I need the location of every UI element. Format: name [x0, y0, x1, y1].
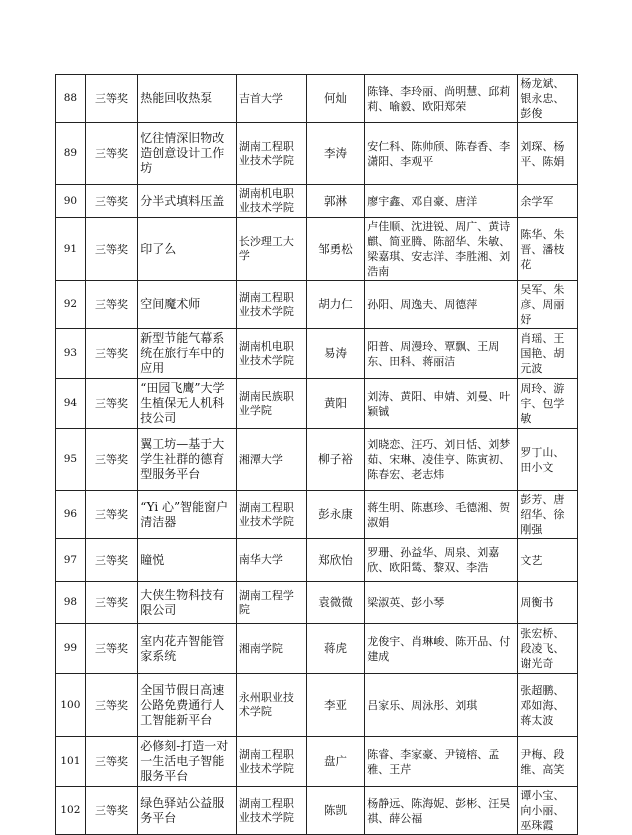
- award-level: 三等奖: [85, 329, 137, 379]
- school-name: 湖南工程职业技术学院: [236, 491, 306, 539]
- team-leader: 陈凯: [306, 787, 365, 835]
- row-number: 93: [56, 329, 86, 379]
- project-name: 空间魔术师: [138, 281, 237, 329]
- team-members: 罗珊、孙益华、周泉、刘嘉欣、欧阳鸶、黎双、李浩: [365, 539, 518, 582]
- award-level: 三等奖: [85, 185, 137, 218]
- school-name: 吉首大学: [236, 75, 306, 123]
- table-row: [56, 329, 578, 379]
- school-name: 湖南机电职业技术学院: [236, 185, 306, 218]
- team-members: 阳普、周漫玲、覃飘、王周东、田科、蒋丽洁: [365, 329, 518, 379]
- table-row: [56, 281, 578, 329]
- award-level: 三等奖: [85, 379, 137, 429]
- project-name: 瞳悦: [138, 539, 237, 582]
- school-name: 湖南工程学院: [236, 582, 306, 624]
- award-level: 三等奖: [85, 787, 137, 835]
- project-name: 新型节能气幕系统在旅行车中的应用: [138, 329, 237, 379]
- table-row: [56, 429, 578, 491]
- school-name: 湖南工程职业技术学院: [236, 737, 306, 787]
- project-name: 室内花卉智能管家系统: [138, 624, 237, 674]
- table-row: [56, 185, 578, 218]
- school-name: 湘潭大学: [236, 429, 306, 491]
- team-members: 梁淑英、彭小琴: [365, 582, 518, 624]
- row-number: 94: [56, 379, 86, 429]
- row-number: 98: [56, 582, 86, 624]
- team-leader: 易涛: [306, 329, 365, 379]
- table-row: [56, 218, 578, 281]
- award-level: 三等奖: [85, 491, 137, 539]
- team-leader: 黄阳: [306, 379, 365, 429]
- team-members: 廖宇鑫、邓自豪、唐洋: [365, 185, 518, 218]
- school-name: 湖南工程职业技术学院: [236, 787, 306, 835]
- team-leader: 蒋虎: [306, 624, 365, 674]
- school-name: 湖南工程职业技术学院: [236, 123, 306, 185]
- row-number: 95: [56, 429, 86, 491]
- row-number: 91: [56, 218, 86, 281]
- team-leader: 李亚: [306, 674, 365, 737]
- school-name: 永州职业技术学院: [236, 674, 306, 737]
- table-row: [56, 539, 578, 582]
- table-row: [56, 123, 578, 185]
- school-name: 湖南民族职业学院: [236, 379, 306, 429]
- table-row: [56, 624, 578, 674]
- team-leader: 邹勇松: [306, 218, 365, 281]
- team-members: 陈锋、李玲丽、尚明慧、邱莉莉、喻毅、欧阳郑荣: [365, 75, 518, 123]
- project-name: 忆往情深旧物改造创意设计工作坊: [138, 123, 237, 185]
- table-row: [56, 75, 578, 123]
- team-members: 陈睿、李家豪、尹镜榕、孟雅、王芹: [365, 737, 518, 787]
- team-members: 杨静远、陈海妮、彭彬、汪昊祺、薛公福: [365, 787, 518, 835]
- team-leader: 何灿: [306, 75, 365, 123]
- team-leader: 盘广: [306, 737, 365, 787]
- project-name: 必修刻-打造一对一生活电子智能服务平台: [138, 737, 237, 787]
- row-number: 88: [56, 75, 86, 123]
- row-number: 97: [56, 539, 86, 582]
- project-name: “Yi 心”智能窗户清洁器: [138, 491, 237, 539]
- advisors: 周玲、游宇、包学敏: [518, 379, 578, 429]
- award-level: 三等奖: [85, 123, 137, 185]
- table-row: [56, 674, 578, 737]
- award-level: 三等奖: [85, 75, 137, 123]
- award-level: 三等奖: [85, 624, 137, 674]
- table-row: [56, 491, 578, 539]
- row-number: 101: [56, 737, 86, 787]
- team-leader: 郑欣怡: [306, 539, 365, 582]
- advisors: 肖瑶、王国艳、胡元波: [518, 329, 578, 379]
- advisors: 罗丁山、田小文: [518, 429, 578, 491]
- team-members: 吕家乐、周泳彤、刘琪: [365, 674, 518, 737]
- team-members: 卢佳顺、沈进锐、周广、黄诗麒、简亚腾、陈韶华、朱敏、梁嘉琪、安志洋、李胜湘、刘浩南: [365, 218, 518, 281]
- project-name: “田园飞鹰”大学生植保无人机科技公司: [138, 379, 237, 429]
- award-table-page: [55, 74, 578, 835]
- award-level: 三等奖: [85, 737, 137, 787]
- team-members: 蒋生明、陈惠珍、毛德湘、贺淑娟: [365, 491, 518, 539]
- table-row: [56, 737, 578, 787]
- school-name: 湖南机电职业技术学院: [236, 329, 306, 379]
- advisors: 张超鹏、邓如海、蒋太波: [518, 674, 578, 737]
- team-leader: 袁微微: [306, 582, 365, 624]
- team-leader: 郭淋: [306, 185, 365, 218]
- row-number: 92: [56, 281, 86, 329]
- school-name: 湘南学院: [236, 624, 306, 674]
- advisors: 周衡书: [518, 582, 578, 624]
- row-number: 96: [56, 491, 86, 539]
- advisors: 吴军、朱彦、周丽妤: [518, 281, 578, 329]
- team-members: 刘晓恋、汪巧、刘日恬、刘梦茹、宋琳、凌佳亨、陈寅初、陈春宏、老志炜: [365, 429, 518, 491]
- team-members: 孙阳、周逸夫、周德萍: [365, 281, 518, 329]
- project-name: 大侠生物科技有限公司: [138, 582, 237, 624]
- advisors: 陈华、朱晋、潘枝花: [518, 218, 578, 281]
- table-row: [56, 379, 578, 429]
- team-members: 安仁科、陈帅颀、陈春香、李潇阳、李观平: [365, 123, 518, 185]
- advisors: 杨龙斌、银永忠、彭俊: [518, 75, 578, 123]
- advisors: 文艺: [518, 539, 578, 582]
- team-members: 龙俊宇、肖琳峻、陈开品、付建成: [365, 624, 518, 674]
- project-name: 翼工坊—基于大学生社群的德育型服务平台: [138, 429, 237, 491]
- team-leader: 柳子裕: [306, 429, 365, 491]
- project-name: 分半式填料压盖: [138, 185, 237, 218]
- advisors: 刘琛、杨平、陈娟: [518, 123, 578, 185]
- row-number: 99: [56, 624, 86, 674]
- award-table-body: [56, 75, 578, 835]
- advisors: 谭小宝、向小丽、巫珠霞: [518, 787, 578, 835]
- project-name: 全国节假日高速公路免费通行人工智能新平台: [138, 674, 237, 737]
- advisors: 余学军: [518, 185, 578, 218]
- project-name: 绿色驿站公益服务平台: [138, 787, 237, 835]
- advisors: 彭芳、唐绍华、徐刚强: [518, 491, 578, 539]
- school-name: 南华大学: [236, 539, 306, 582]
- table-row: [56, 787, 578, 835]
- project-name: 热能回收热泵: [138, 75, 237, 123]
- award-level: 三等奖: [85, 218, 137, 281]
- award-level: 三等奖: [85, 281, 137, 329]
- school-name: 湖南工程职业技术学院: [236, 281, 306, 329]
- row-number: 100: [56, 674, 86, 737]
- project-name: 印了么: [138, 218, 237, 281]
- award-level: 三等奖: [85, 582, 137, 624]
- team-leader: 彭永康: [306, 491, 365, 539]
- advisors: 尹梅、段维、高笑: [518, 737, 578, 787]
- table-row: [56, 582, 578, 624]
- advisors: 张宏桥、段凌飞、谢光奇: [518, 624, 578, 674]
- award-level: 三等奖: [85, 674, 137, 737]
- award-level: 三等奖: [85, 539, 137, 582]
- row-number: 89: [56, 123, 86, 185]
- award-level: 三等奖: [85, 429, 137, 491]
- school-name: 长沙理工大学: [236, 218, 306, 281]
- row-number: 90: [56, 185, 86, 218]
- team-members: 刘涛、黄阳、申婧、刘曼、叶颖铖: [365, 379, 518, 429]
- team-leader: 胡力仁: [306, 281, 365, 329]
- team-leader: 李涛: [306, 123, 365, 185]
- row-number: 102: [56, 787, 86, 835]
- award-table: [55, 74, 578, 835]
